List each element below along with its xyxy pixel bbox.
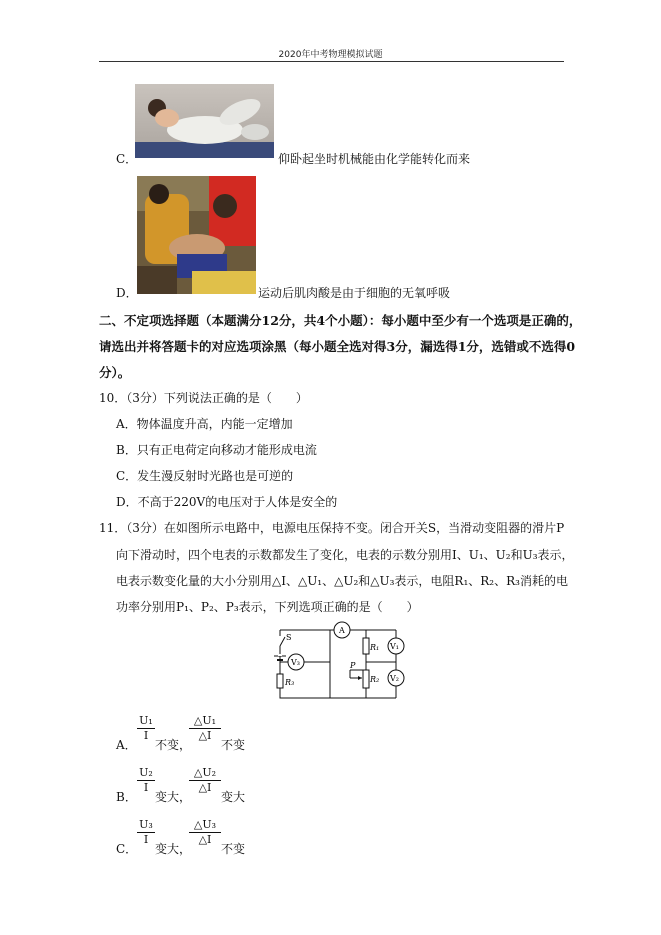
option-c-letter: C．: [116, 152, 138, 166]
section2-line3: 分）。: [99, 365, 131, 380]
q11-option-b-frac1: U₂ I: [137, 766, 155, 795]
switch-label: S: [286, 633, 292, 642]
situp-photo: [135, 84, 274, 158]
v2-label: V₂: [390, 674, 399, 683]
q11-line2: 向下滑动时，四个电表的示数都发生了变化，电表的示数分别用I、U₁、U₂和U₃表示，: [116, 548, 574, 562]
q11-option-b-tail1: 变大，: [155, 790, 192, 804]
q11-option-c-letter: C．: [116, 842, 138, 856]
section2-line2: 请选出并将答题卡的对应选项涂黑（每小题全选对得3分，漏选得1分，选错或不选得0: [99, 339, 576, 354]
q11-option-b-frac2: △U₂ △I: [189, 766, 221, 795]
q11-option-a-tail1: 不变，: [155, 738, 192, 752]
massage-photo: [137, 176, 256, 294]
q11-line4: 功率分别用P₁、P₂、P₃表示，下列选项正确的是（ ）: [116, 600, 419, 614]
page-header: 2020年中考物理模拟试题: [278, 50, 383, 60]
q10-option-a: A．物体温度升高，内能一定增加: [116, 417, 293, 431]
r3-label: R₃: [285, 678, 295, 687]
q11-option-b-letter: B．: [116, 790, 137, 804]
q11-option-a-tail2: 不变: [221, 738, 246, 752]
circuit-diagram: [270, 618, 410, 702]
v3-label: V₃: [291, 658, 300, 667]
switch-icon: [277, 636, 285, 646]
r1-label: R₁: [370, 643, 380, 652]
slider-label: P: [350, 661, 356, 670]
q11-option-a-frac1: U₁ I: [137, 714, 155, 743]
q11-option-c-frac2: △U₃ △I: [189, 818, 221, 847]
header-divider: [99, 61, 564, 62]
ammeter-label: A: [339, 626, 345, 635]
q11-option-a-frac2: △U₁ △I: [189, 714, 221, 743]
q11-option-a-letter: A．: [116, 738, 137, 752]
option-d-text: 运动后肌肉酸是由于细胞的无氧呼吸: [258, 286, 451, 300]
q10-option-b: B．只有正电荷定向移动才能形成电流: [116, 443, 317, 457]
section2-line1: 二、不定项选择题（本题满分12分，共4个小题）：每小题中至少有一个选项是正确的，: [99, 313, 582, 328]
v1-label: V₁: [390, 642, 399, 651]
r2-label: R₂: [370, 675, 380, 684]
q10-option-c: C．发生漫反射时光路也是可逆的: [116, 469, 294, 483]
q10-option-d: D．不高于220V的电压对于人体是安全的: [116, 495, 338, 509]
q11-option-c-frac1: U₃ I: [137, 818, 155, 847]
q10-stem: 10．（3分）下列说法正确的是（ ）: [99, 391, 308, 405]
q11-line1: 11．（3分）在如图所示电路中，电源电压保持不变。闭合开关S，当滑动变阻器的滑片P: [99, 521, 565, 535]
option-d-letter: D．: [116, 286, 138, 300]
r3-resistor-icon: [277, 674, 283, 688]
q11-option-c-tail2: 不变: [221, 842, 246, 856]
q11-option-b-tail2: 变大: [221, 790, 246, 804]
q11-line3: 电表示数变化量的大小分别用△I、△U₁、△U₂和△U₃表示，电阻R₁、R₂、R₃消耗的电: [116, 574, 568, 588]
option-c-text: 仰卧起坐时机械能由化学能转化而来: [278, 152, 471, 166]
r1-resistor-icon: [363, 638, 369, 654]
r2-rheostat-icon: [363, 670, 369, 688]
q11-option-c-tail1: 变大，: [155, 842, 192, 856]
